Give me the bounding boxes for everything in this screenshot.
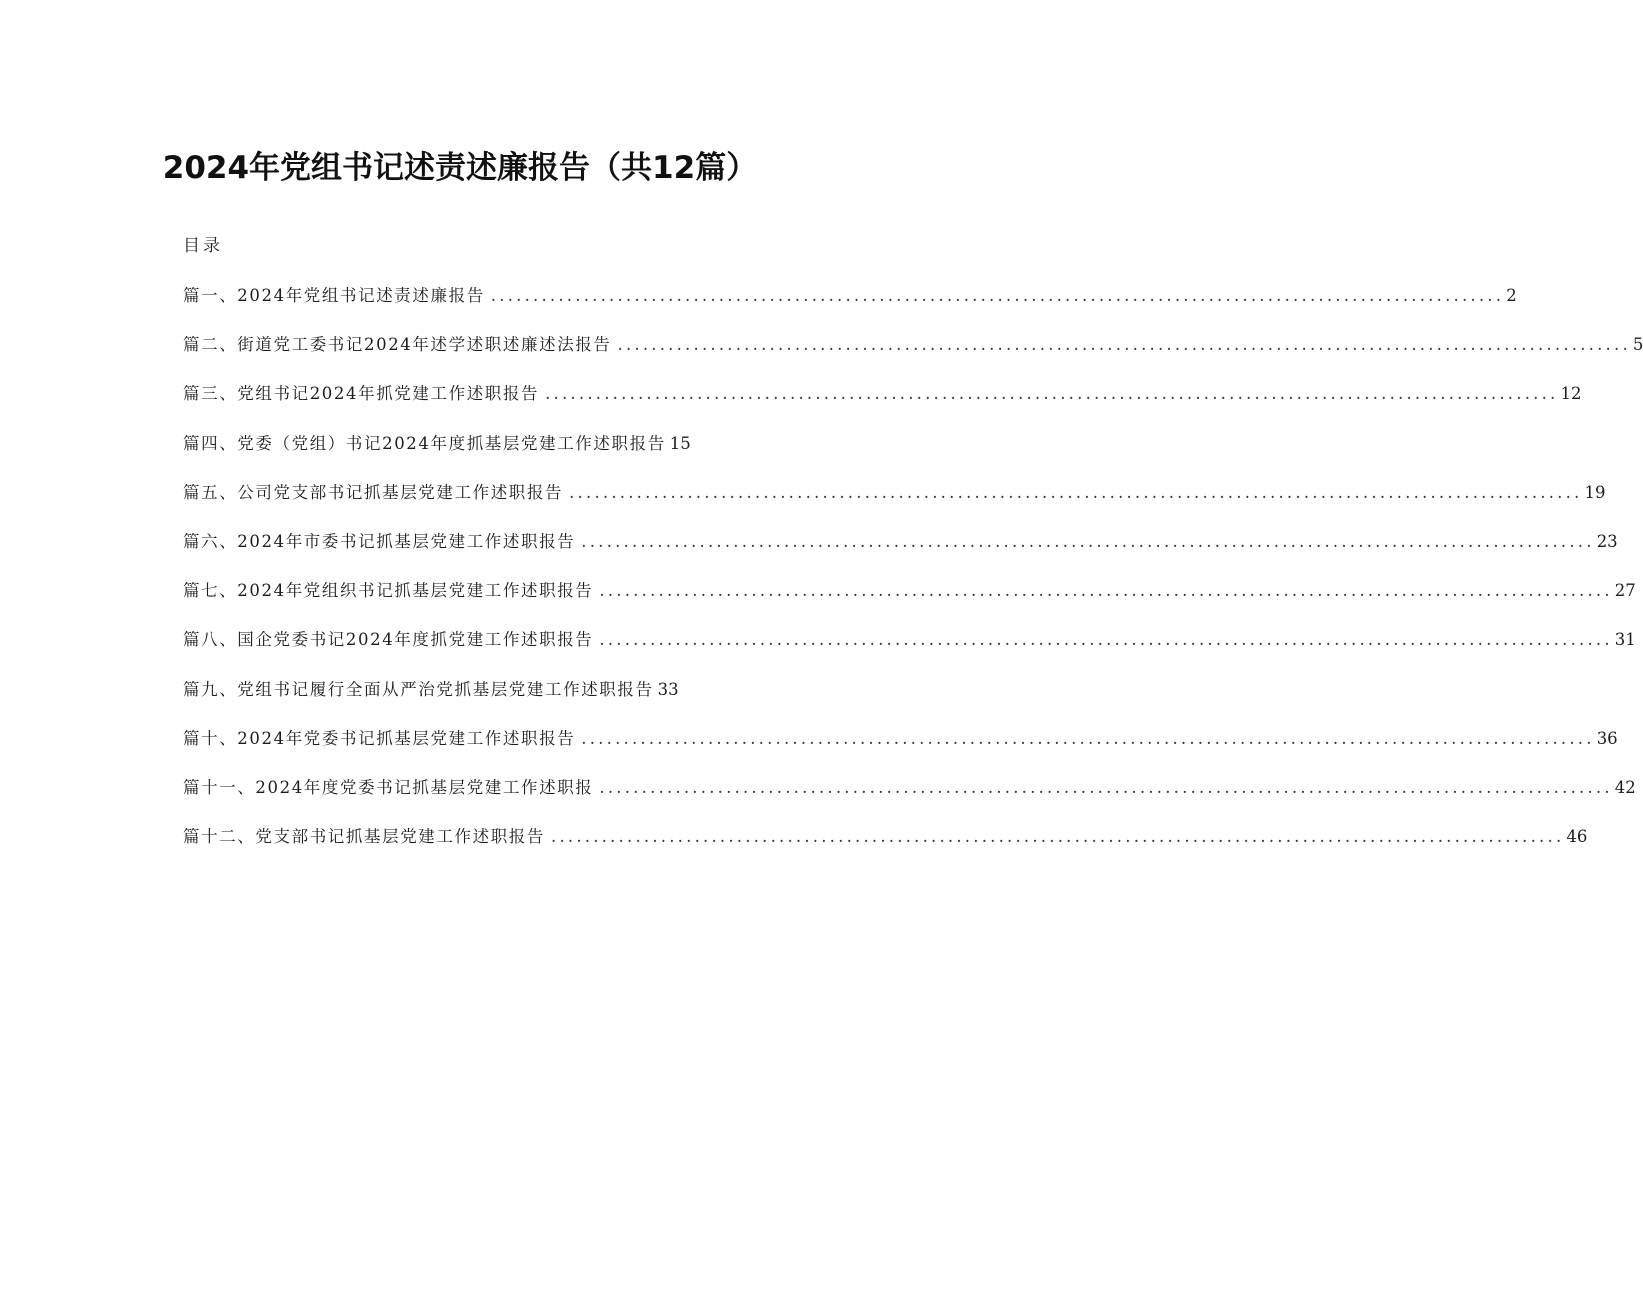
table-of-contents (183, 283, 1643, 873)
toc-entry-title: 篇十一、2024年度党委书记抓基层党建工作述职报 (183, 777, 594, 797)
toc-page-number: 2 (1506, 286, 1517, 305)
toc-dot-leader: ........................................................................................................................ (599, 581, 1613, 601)
toc-entry-title: 篇一、2024年党组书记述责述廉报告 (183, 286, 485, 305)
toc-page-number: 15 (669, 433, 691, 453)
toc-entry-12[interactable] (183, 824, 1588, 873)
toc-entry-title: 篇四、党委（党组）书记2024年度抓基层党建工作述职报告 (183, 433, 666, 453)
toc-entry-title: 篇五、公司党支部书记抓基层党建工作述职报告 (183, 482, 564, 502)
toc-page-number: 33 (657, 679, 679, 699)
toc-dot-leader: ........................................................................................................................ (569, 482, 1583, 502)
toc-page-number: 31 (1614, 630, 1636, 650)
toc-entry-title: 篇八、国企党委书记2024年度抓党建工作述职报告 (183, 630, 594, 650)
toc-entry-title: 篇三、党组书记2024年抓党建工作述职报告 (183, 384, 540, 404)
toc-entry-title: 篇九、党组书记履行全面从严治党抓基层党建工作述职报告 (183, 679, 654, 699)
toc-entry-1[interactable] (183, 283, 1517, 332)
toc-page-number: 27 (1614, 581, 1636, 601)
toc-page-number: 23 (1596, 531, 1618, 551)
toc-page-number: 19 (1584, 482, 1606, 502)
toc-entry-title: 篇二、街道党工委书记2024年述学述职述廉述法报告 (183, 335, 612, 355)
toc-entry-title: 篇七、2024年党组织书记抓基层党建工作述职报告 (183, 581, 594, 601)
document-title: 2024年党组书记述责述廉报告（共12篇） (162, 150, 758, 186)
toc-page-number: 5 (1632, 335, 1643, 355)
toc-entry-3[interactable] (183, 381, 1582, 430)
toc-entry-7[interactable] (183, 578, 1636, 627)
toc-entry-title: 篇十二、党支部书记抓基层党建工作述职报告 (183, 827, 545, 847)
toc-dot-leader: ........................................................................................................................ (490, 286, 1505, 305)
toc-page-number: 46 (1566, 827, 1588, 847)
toc-entry-2[interactable] (183, 332, 1643, 381)
toc-dot-leader: ........................................................................................................................ (581, 728, 1595, 748)
toc-page-number: 12 (1560, 384, 1582, 404)
toc-heading: 目录 (183, 236, 223, 256)
toc-page-number: 36 (1596, 728, 1618, 748)
toc-dot-leader: ........................................................................................................................ (617, 335, 1631, 355)
toc-entry-9[interactable] (183, 677, 779, 726)
toc-dot-leader: ........................................................................................................................ (599, 777, 1613, 797)
toc-entry-title: 篇十、2024年党委书记抓基层党建工作述职报告 (183, 728, 576, 748)
toc-entry-11[interactable] (183, 775, 1636, 824)
toc-entry-8[interactable] (183, 627, 1636, 676)
toc-dot-leader: ........................................................................................................................ (545, 384, 1559, 404)
toc-entry-4[interactable] (183, 431, 779, 480)
toc-entry-title: 篇六、2024年市委书记抓基层党建工作述职报告 (183, 531, 576, 551)
toc-dot-leader: ........................................................................................................................ (581, 531, 1595, 551)
toc-entry-10[interactable] (183, 726, 1618, 775)
toc-dot-leader: ........................................................................................................................ (599, 630, 1613, 650)
toc-entry-6[interactable] (183, 529, 1618, 578)
toc-dot-leader: ........................................................................................................................ (551, 827, 1565, 847)
toc-entry-5[interactable] (183, 480, 1606, 529)
toc-page-number: 42 (1614, 777, 1636, 797)
